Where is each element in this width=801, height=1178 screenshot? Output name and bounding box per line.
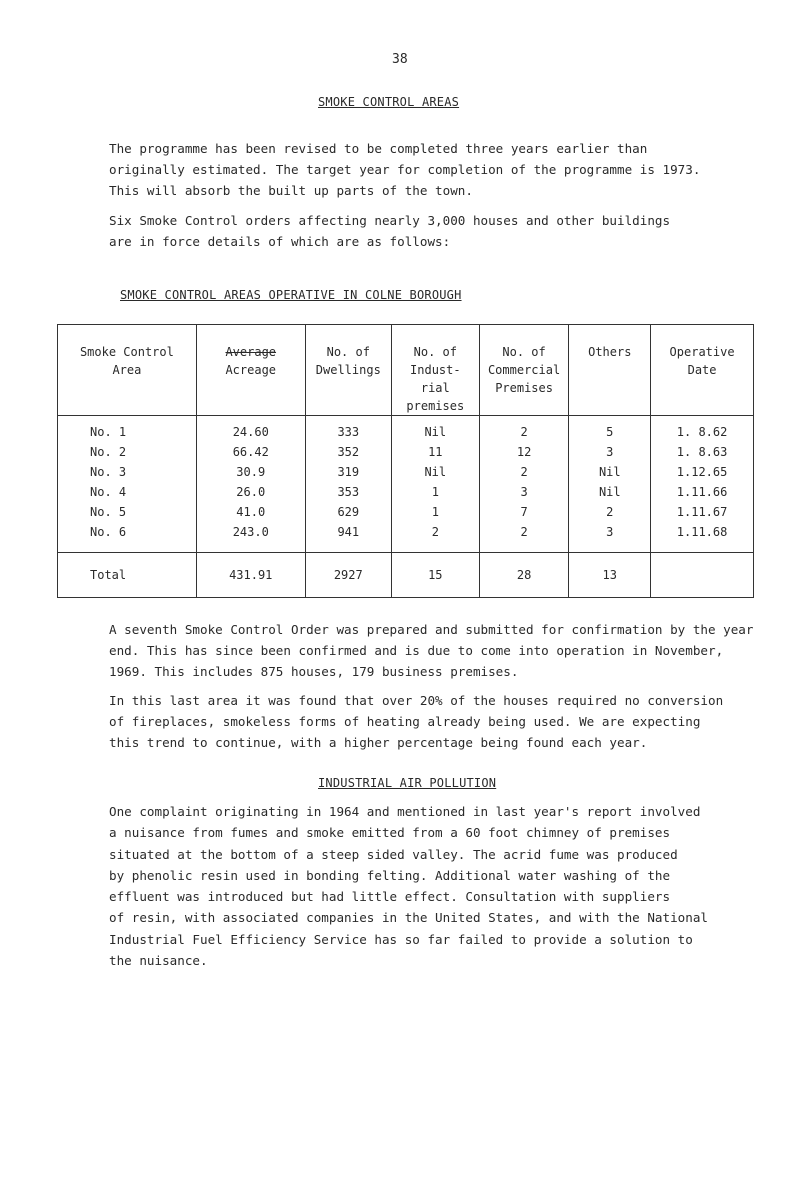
cell-area: No. 1 bbox=[58, 416, 197, 443]
cell-commercial: 2 bbox=[479, 462, 569, 482]
cell-total-commercial: 28 bbox=[479, 553, 569, 598]
cell-others: 5 bbox=[569, 416, 651, 443]
cell-commercial: 3 bbox=[479, 482, 569, 502]
table-row bbox=[58, 442, 754, 462]
cell-area: No. 6 bbox=[58, 522, 197, 553]
cell-date: 1.11.67 bbox=[651, 502, 754, 522]
cell-total-others: 13 bbox=[569, 553, 651, 598]
cell-commercial: 12 bbox=[479, 442, 569, 462]
smoke-control-table bbox=[57, 324, 754, 598]
cell-area: No. 4 bbox=[58, 482, 197, 502]
table-header-row bbox=[58, 325, 754, 416]
text-line: the nuisance. bbox=[109, 953, 208, 969]
cell-date: 1.12.65 bbox=[651, 462, 754, 482]
paragraph-complaint bbox=[109, 801, 769, 971]
cell-commercial: 2 bbox=[479, 522, 569, 553]
header-others: Others bbox=[569, 325, 651, 416]
text-line: of resin, with associated companies in the United States, and with the National bbox=[109, 910, 708, 926]
text-line: 1969. This includes 875 houses, 179 business premises. bbox=[109, 664, 519, 679]
cell-total-industrial: 15 bbox=[391, 553, 479, 598]
header-acreage: Average Acreage bbox=[196, 325, 305, 416]
text-line: originally estimated. The target year for completion of the programme is 1973. bbox=[109, 162, 701, 177]
cell-total-label: Total bbox=[58, 553, 197, 598]
paragraph-orders bbox=[109, 210, 769, 252]
text-line: effluent was introduced but had little effect. Consultation with suppliers bbox=[109, 889, 671, 905]
cell-industrial: 2 bbox=[391, 522, 479, 553]
cell-dwellings: 352 bbox=[305, 442, 391, 462]
text-line: a nuisance from fumes and smoke emitted from a 60 foot chimney of premises bbox=[109, 825, 671, 841]
header-dwellings: No. of Dwellings bbox=[305, 325, 391, 416]
header-area: Smoke Control Area bbox=[58, 325, 197, 416]
cell-others: 2 bbox=[569, 502, 651, 522]
table-row bbox=[58, 462, 754, 482]
header-industrial: No. of Indust- rial premises bbox=[391, 325, 479, 416]
cell-acreage: 30.9 bbox=[196, 462, 305, 482]
cell-acreage: 66.42 bbox=[196, 442, 305, 462]
text-line: this trend to continue, with a higher percentage being found each year. bbox=[109, 735, 648, 750]
text-line: situated at the bottom of a steep sided valley. The acrid fume was produced bbox=[109, 846, 678, 862]
section-heading-industrial-air-pollution: INDUSTRIAL AIR POLLUTION bbox=[318, 776, 497, 790]
cell-acreage: 24.60 bbox=[196, 416, 305, 443]
text-line: One complaint originating in 1964 and mentioned in last year's report involved bbox=[109, 804, 701, 819]
cell-others: 3 bbox=[569, 522, 651, 553]
header-commercial: No. of Commercial Premises bbox=[479, 325, 569, 416]
cell-others: 3 bbox=[569, 442, 651, 462]
cell-total-acreage: 431.91 bbox=[196, 553, 305, 598]
cell-dwellings: 353 bbox=[305, 482, 391, 502]
cell-area: No. 3 bbox=[58, 462, 197, 482]
cell-commercial: 2 bbox=[479, 416, 569, 443]
cell-industrial: 1 bbox=[391, 502, 479, 522]
cell-date: 1.11.68 bbox=[651, 522, 754, 553]
table-heading: SMOKE CONTROL AREAS OPERATIVE IN COLNE BOROUGH bbox=[120, 288, 462, 302]
cell-date: 1. 8.63 bbox=[651, 442, 754, 462]
text-line: end. This has since been confirmed and is due to come into operation in November, bbox=[109, 643, 724, 658]
cell-date: 1. 8.62 bbox=[651, 416, 754, 443]
text-line: Six Smoke Control orders affecting nearly 3,000 houses and other buildings bbox=[109, 213, 671, 228]
cell-date: 1.11.66 bbox=[651, 482, 754, 502]
text-line: are in force details of which are as follows: bbox=[109, 234, 451, 249]
cell-acreage: 41.0 bbox=[196, 502, 305, 522]
section-heading-smoke-control-areas: SMOKE CONTROL AREAS bbox=[318, 95, 460, 109]
table-row bbox=[58, 502, 754, 522]
text-line: A seventh Smoke Control Order was prepared and submitted for confirmation by the year bbox=[109, 622, 754, 637]
text-line: Industrial Fuel Efficiency Service has so far failed to provide a solution to bbox=[109, 931, 693, 947]
cell-total-date bbox=[651, 553, 754, 598]
cell-industrial: Nil bbox=[391, 416, 479, 443]
text-line: The programme has been revised to be completed three years earlier than bbox=[109, 141, 648, 156]
cell-dwellings: 319 bbox=[305, 462, 391, 482]
cell-industrial: 11 bbox=[391, 442, 479, 462]
cell-acreage: 243.0 bbox=[196, 522, 305, 553]
text-line: In this last area it was found that over 20% of the houses required no conversion bbox=[109, 693, 724, 708]
table-total-row bbox=[58, 553, 754, 598]
cell-area: No. 2 bbox=[58, 442, 197, 462]
text-line: by phenolic resin used in bonding felting. Additional water washing of the bbox=[109, 867, 671, 883]
cell-others: Nil bbox=[569, 462, 651, 482]
cell-industrial: 1 bbox=[391, 482, 479, 502]
cell-dwellings: 333 bbox=[305, 416, 391, 443]
table-row bbox=[58, 522, 754, 553]
cell-area: No. 5 bbox=[58, 502, 197, 522]
cell-total-dwellings: 2927 bbox=[305, 553, 391, 598]
text-line: This will absorb the built up parts of the town. bbox=[109, 183, 473, 198]
paragraph-conversion bbox=[109, 690, 769, 753]
text-line: of fireplaces, smokeless forms of heating already being used. We are expecting bbox=[109, 714, 701, 729]
paragraph-programme bbox=[109, 138, 769, 201]
page-number: 38 bbox=[392, 52, 408, 67]
paragraph-seventh-order bbox=[109, 619, 769, 682]
header-operative-date: Operative Date bbox=[651, 325, 754, 416]
table-row bbox=[58, 482, 754, 502]
cell-acreage: 26.0 bbox=[196, 482, 305, 502]
cell-industrial: Nil bbox=[391, 462, 479, 482]
cell-commercial: 7 bbox=[479, 502, 569, 522]
cell-dwellings: 941 bbox=[305, 522, 391, 553]
cell-dwellings: 629 bbox=[305, 502, 391, 522]
table-row bbox=[58, 416, 754, 443]
cell-others: Nil bbox=[569, 482, 651, 502]
